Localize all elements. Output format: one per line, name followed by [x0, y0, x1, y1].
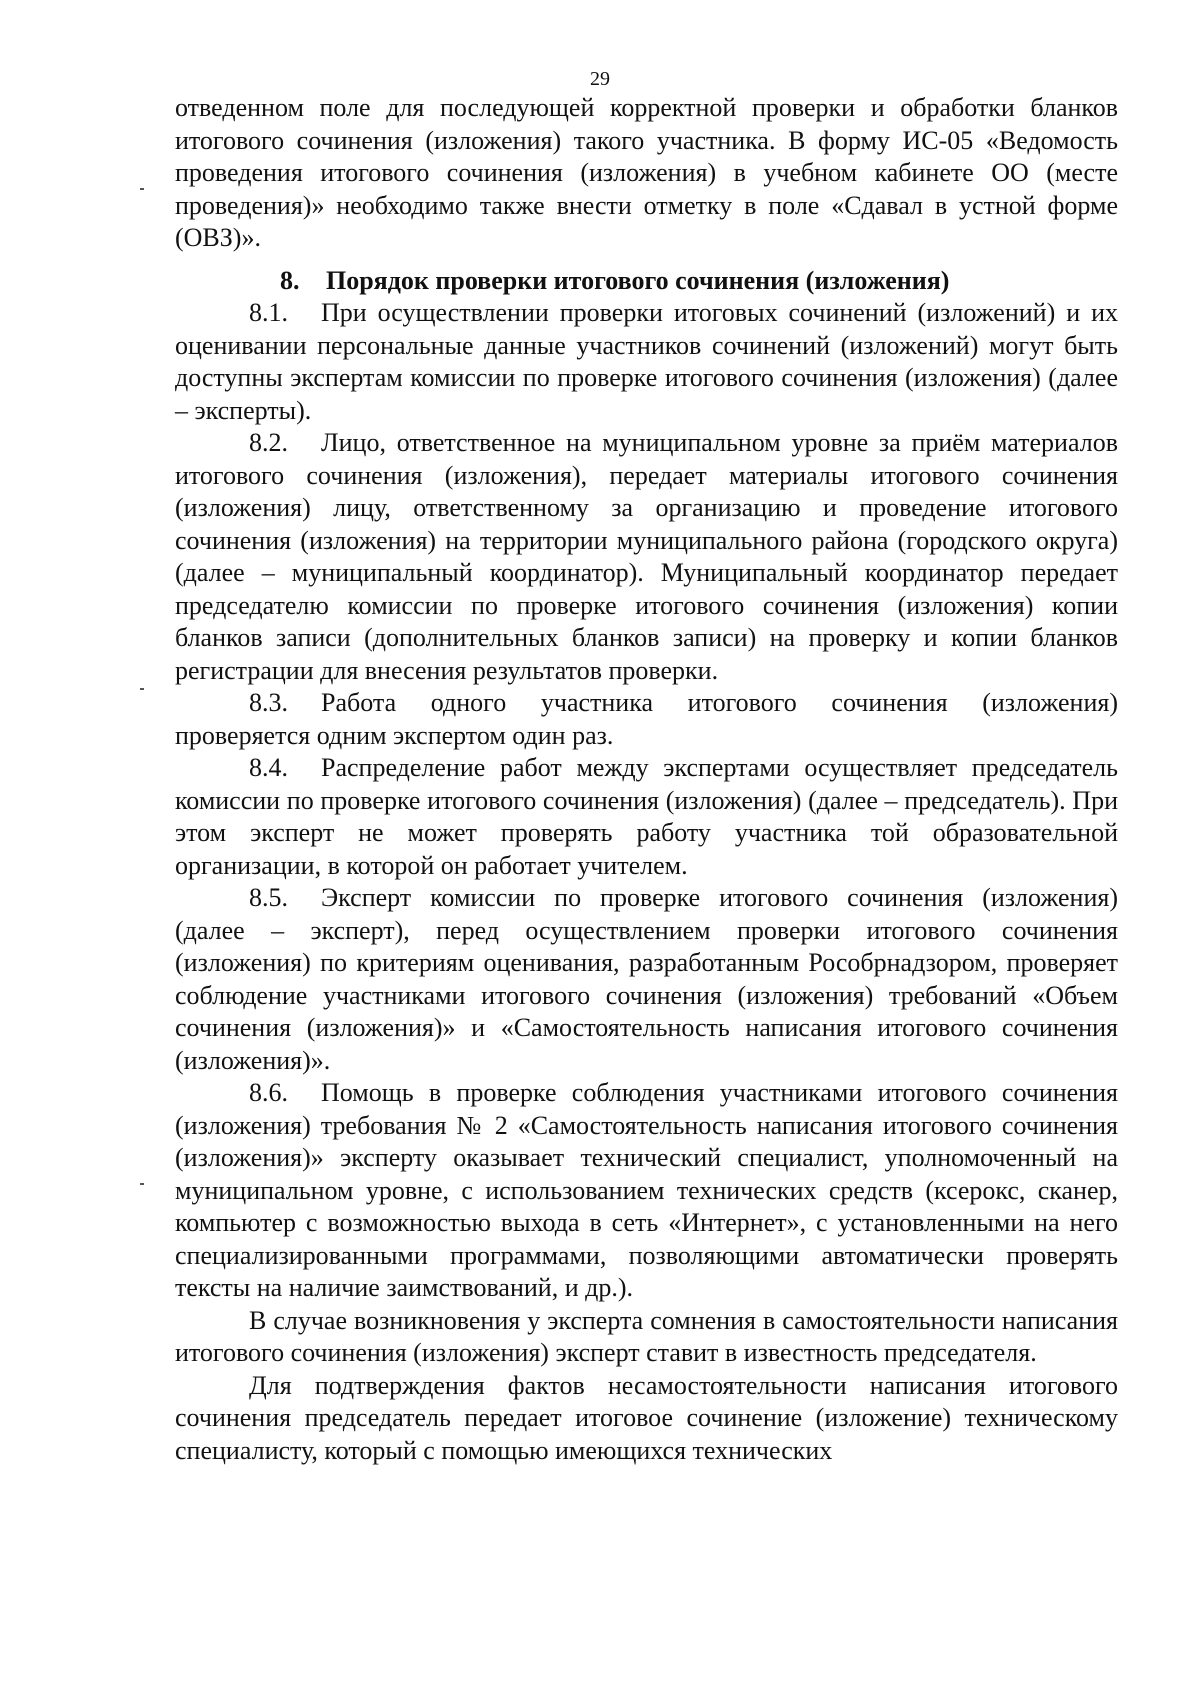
item-number: 8.1. — [249, 298, 288, 327]
item-number: 8.5. — [249, 883, 288, 912]
item-text: Лицо, ответственное на муниципальном уровне за приём материалов итогового сочинения (изложения), передает материалы итогового сочинения (изложения) лицу, ответственному за организацию и проведение итогового сочинения (изложения) на территории муниципального района (городского округа) (далее – муниципальный координатор). Муниципальный координатор передает председателю комиссии по проверке итогового сочинения (изложения) копии бланков записи (дополнительных бланков записи) на проверку и копии бланков регистрации для внесения результатов проверки. — [175, 428, 1118, 685]
section-heading — [175, 265, 1118, 298]
item-number: 8.4. — [249, 753, 288, 782]
item-8-1 — [175, 297, 1118, 427]
item-text: При осуществлении проверки итоговых сочинений (изложений) и их оценивании персональные данные участников сочинений (изложений) могут быть доступны экспертам комиссии по проверке итогового сочинения (изложения) (далее – эксперты). — [175, 298, 1118, 425]
paragraph-doubt: В случае возникновения у эксперта сомнения в самостоятельности написания итогового сочинения (изложения) эксперт ставит в известность председателя. — [175, 1305, 1118, 1367]
item-number: 8.6. — [249, 1078, 288, 1107]
page-number: 29 — [590, 68, 610, 90]
margin-mark — [140, 1183, 144, 1185]
item-8-6 — [175, 1077, 1118, 1305]
item-number: 8.2. — [249, 428, 288, 457]
section-number: 8. — [280, 265, 300, 295]
margin-mark — [140, 188, 144, 190]
item-8-2 — [175, 427, 1118, 687]
item-8-4 — [175, 752, 1118, 882]
document-body — [175, 92, 1118, 1467]
paragraph-confirm: Для подтверждения фактов несамостоятельности написания итогового сочинения председатель передает итоговое сочинение (изложение) техническому специалисту, который с помощью имеющихся технических — [175, 1370, 1118, 1465]
item-8-3 — [175, 687, 1118, 752]
item-number: 8.3. — [249, 688, 288, 717]
intro-paragraph: отведенном поле для последующей корректной проверки и обработки бланков итогового сочинения (изложения) такого участника. В форму ИС-05 «Ведомость проведения итогового сочинения (изложения) в учебном кабинете ОО (месте проведения)» необходимо также внести отметку в поле «Сдавал в устной форме (ОВЗ)». — [175, 93, 1118, 252]
item-text: Помощь в проверке соблюдения участниками итогового сочинения (изложения) требования № 2 «Самостоятельность написания итогового сочинения (изложения)» эксперту оказывает технический специалист, уполномоченный на муниципальном уровне, с использованием технических средств (ксерокс, сканер, компьютер с возможностью выхода в сеть «Интернет», с установленными на него специализированными программами, позволяющими автоматически проверять тексты на наличие заимствований, и др.). — [175, 1078, 1118, 1302]
section-title: Порядок проверки итогового сочинения (изложения) — [326, 265, 950, 295]
item-text: Распределение работ между экспертами осуществляет председатель комиссии по проверке итогового сочинения (изложения) (далее – председатель). При этом эксперт не может проверять работу участника той образовательной организации, в которой он работает учителем. — [175, 753, 1118, 880]
item-text: Работа одного участника итогового сочинения (изложения) проверяется одним экспертом один раз. — [175, 688, 1118, 750]
item-text: Эксперт комиссии по проверке итогового сочинения (изложения) (далее – эксперт), перед осуществлением проверки итогового сочинения (изложения) по критериям оценивания, разработанным Рособрнадзором, проверяет соблюдение участниками итогового сочинения (изложения) требований «Объем сочинения (изложения)» и «Самостоятельность написания итогового сочинения (изложения)». — [175, 883, 1118, 1075]
margin-mark — [140, 688, 144, 690]
item-8-5 — [175, 882, 1118, 1077]
